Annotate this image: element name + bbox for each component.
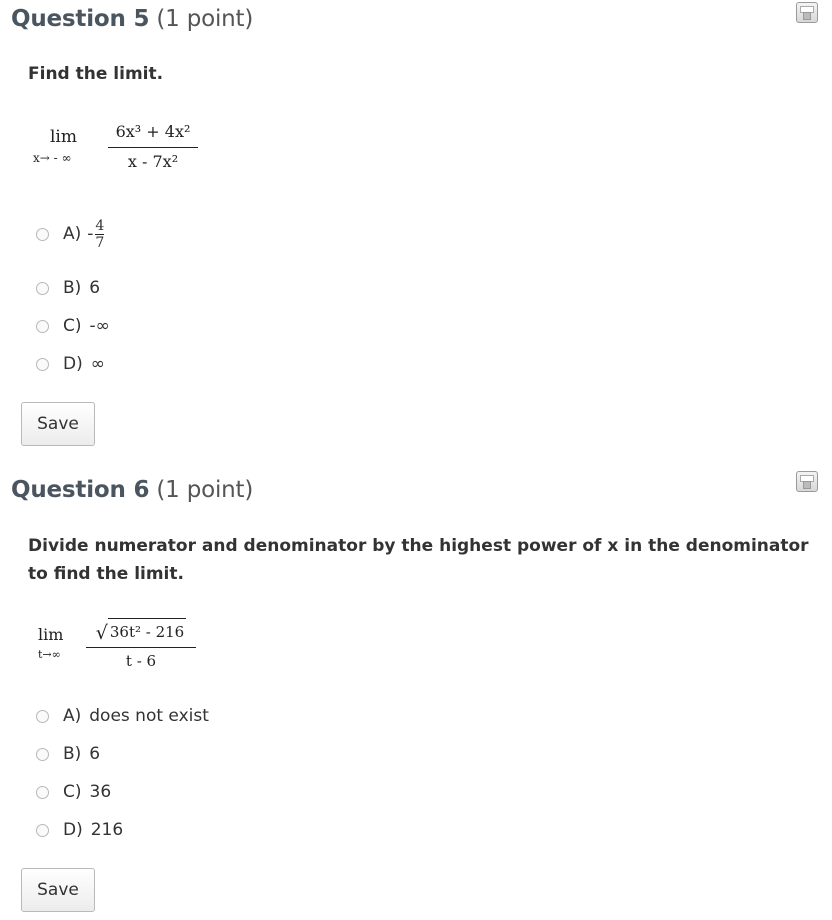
radio-button[interactable]	[36, 358, 49, 371]
numerator: 6x³ + 4x²	[115, 122, 191, 141]
option-c[interactable]	[36, 780, 111, 804]
option-a[interactable]	[36, 704, 209, 728]
option-text: -∞	[89, 316, 110, 336]
option-letter: A)	[63, 224, 82, 244]
sqrt-icon: √	[95, 622, 108, 644]
question-points: (1 point)	[156, 6, 254, 32]
option-c[interactable]	[36, 314, 110, 338]
question-prompt: Find the limit.	[28, 64, 164, 84]
option-prefix: -	[87, 224, 94, 244]
radio-button[interactable]	[36, 824, 49, 837]
option-letter: C)	[63, 782, 82, 802]
lim-label: lim	[50, 127, 77, 147]
radio-button[interactable]	[36, 228, 49, 241]
lim-subscript: t→∞	[38, 648, 61, 661]
radio-button[interactable]	[36, 786, 49, 799]
option-b[interactable]	[36, 276, 100, 300]
save-button[interactable]: Save	[21, 402, 95, 446]
question-number: Question 5	[11, 6, 150, 32]
radio-button[interactable]	[36, 320, 49, 333]
option-text: does not exist	[89, 706, 209, 726]
option-letter: B)	[63, 744, 82, 764]
limit-expression	[34, 615, 199, 679]
option-letter: B)	[63, 278, 82, 298]
question-prompt: Divide numerator and denominator by the highest power of x in the denominator to find the limit.	[28, 536, 809, 584]
radio-button[interactable]	[36, 710, 49, 723]
save-button[interactable]: Save	[21, 868, 95, 912]
floppy-save-icon[interactable]	[796, 471, 818, 492]
option-letter: A)	[63, 706, 82, 726]
question-title	[11, 6, 253, 32]
fraction-numerator: 4	[95, 217, 105, 234]
option-text: 6	[89, 278, 101, 298]
radio-button[interactable]	[36, 748, 49, 761]
denominator: x - 7x²	[127, 152, 179, 171]
option-letter: D)	[63, 820, 83, 840]
option-a[interactable]	[36, 217, 105, 251]
limit-expression	[28, 115, 198, 185]
option-letter: D)	[63, 354, 83, 374]
option-fraction	[95, 218, 104, 251]
radicand: 36t² - 216	[108, 618, 186, 645]
question-points: (1 point)	[156, 477, 254, 503]
option-text: 216	[90, 820, 124, 840]
question-title	[11, 477, 253, 503]
floppy-save-icon[interactable]	[796, 2, 818, 23]
radio-button[interactable]	[36, 282, 49, 295]
question-number: Question 6	[11, 477, 150, 503]
option-text: 6	[89, 744, 101, 764]
fraction-denominator: 7	[95, 234, 105, 251]
option-d[interactable]	[36, 352, 105, 376]
lim-label: lim	[38, 625, 64, 644]
option-letter: C)	[63, 316, 82, 336]
option-text: 36	[89, 782, 112, 802]
lim-subscript: x→ - ∞	[33, 151, 72, 165]
option-d[interactable]	[36, 818, 123, 842]
option-b[interactable]	[36, 742, 100, 766]
denominator: t - 6	[125, 652, 157, 670]
option-text: ∞	[90, 354, 105, 374]
